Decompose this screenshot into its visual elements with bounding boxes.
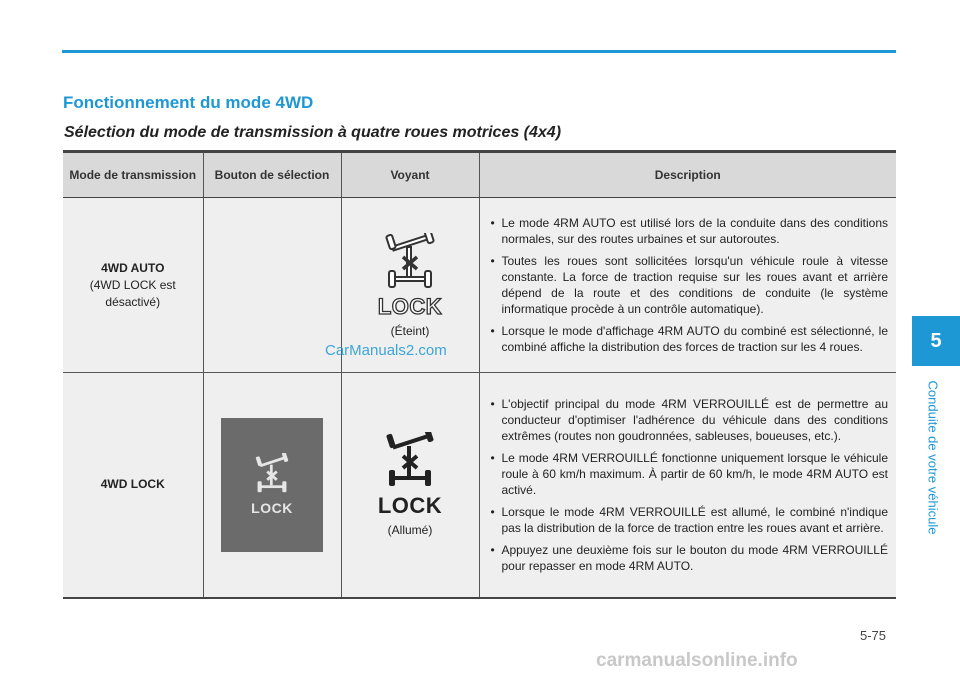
list-item: • L'objectif principal du mode 4RM VERROUILLÉ est de permettre au conducteur d'optimiser l'adhérence du véhicule dans des conditions extrêmes (routes non goudronnées, sableuses, boueuses, etc.). — [488, 396, 889, 444]
indicator-state: (Allumé) — [387, 523, 433, 538]
mode-note: (4WD LOCK est désactivé) — [89, 277, 176, 309]
mode-cell — [63, 198, 203, 373]
indicator-cell — [341, 373, 479, 598]
button-lock-label: LOCK — [251, 500, 293, 517]
description-list — [488, 396, 889, 574]
table-row — [63, 198, 896, 373]
mode-cell — [63, 373, 203, 598]
top-rule — [62, 50, 896, 53]
list-item: • Lorsque le mode d'affichage 4RM AUTO du combiné est sélectionné, le combiné affiche la distribution des forces de traction sur les 4 roues. — [488, 323, 889, 355]
mode-name: 4WD LOCK — [100, 477, 165, 492]
description-cell — [479, 373, 896, 598]
header-description: Description — [479, 152, 896, 198]
sub-title: Sélection du mode de transmission à quatre roues motrices (4x4) — [64, 124, 562, 141]
list-item: • Lorsque le mode 4RM VERROUILLÉ est allumé, le combiné n'indique pas la distribution de la force de traction entre les roues avant et arrière. — [488, 504, 889, 536]
list-item: • Toutes les roues sont sollicitées lorsqu'un véhicule roule à vitesse constante. La force de traction requise sur les roues avant et arrière dépend de la route et des conditions de conduite (le système informatique procède à un contrôle automatique). — [488, 253, 889, 317]
mode-table — [63, 150, 896, 599]
4wd-lock-outline-icon — [343, 233, 478, 294]
chapter-tab: 5 — [912, 316, 960, 366]
header-button: Bouton de sélection — [203, 152, 341, 198]
description-list — [488, 215, 889, 355]
4wd-lock-button-icon — [250, 453, 294, 500]
4wd-lock-button[interactable] — [221, 418, 323, 552]
button-cell — [203, 373, 341, 598]
footer-watermark: carmanualsonline.info — [596, 650, 798, 671]
header-indicator: Voyant — [341, 152, 479, 198]
section-title: Fonctionnement du mode 4WD — [63, 93, 314, 112]
4wd-lock-solid-icon — [343, 432, 478, 493]
indicator-lock-label: LOCK — [377, 493, 443, 519]
list-item: • Le mode 4RM AUTO est utilisé lors de la conduite dans des conditions normales, sur des routes urbaines et sur autoroutes. — [488, 215, 889, 247]
indicator-state: (Éteint) — [390, 323, 430, 338]
table-header-row — [63, 152, 896, 198]
chapter-label — [921, 367, 945, 547]
button-cell — [203, 198, 341, 373]
table-row — [63, 373, 896, 598]
chapter-label-text: Conduite de votre véhicule — [925, 380, 941, 534]
watermark: CarManuals2.com — [325, 342, 447, 359]
page-number: 5-75 — [860, 628, 887, 643]
list-item: • Le mode 4RM VERROUILLÉ fonctionne uniquement lorsque le véhicule roule à 60 km/h maximum. À partir de 60 km/h, le mode 4RM AUTO est activé. — [488, 450, 889, 498]
mode-name: 4WD AUTO — [101, 260, 165, 275]
description-cell — [479, 198, 896, 373]
header-mode: Mode de transmission — [63, 152, 203, 198]
list-item: • Appuyez une deuxième fois sur le bouton du mode 4RM VERROUILLÉ pour repasser en mode 4RM AUTO. — [488, 542, 889, 574]
indicator-lock-label: LOCK — [377, 293, 443, 319]
